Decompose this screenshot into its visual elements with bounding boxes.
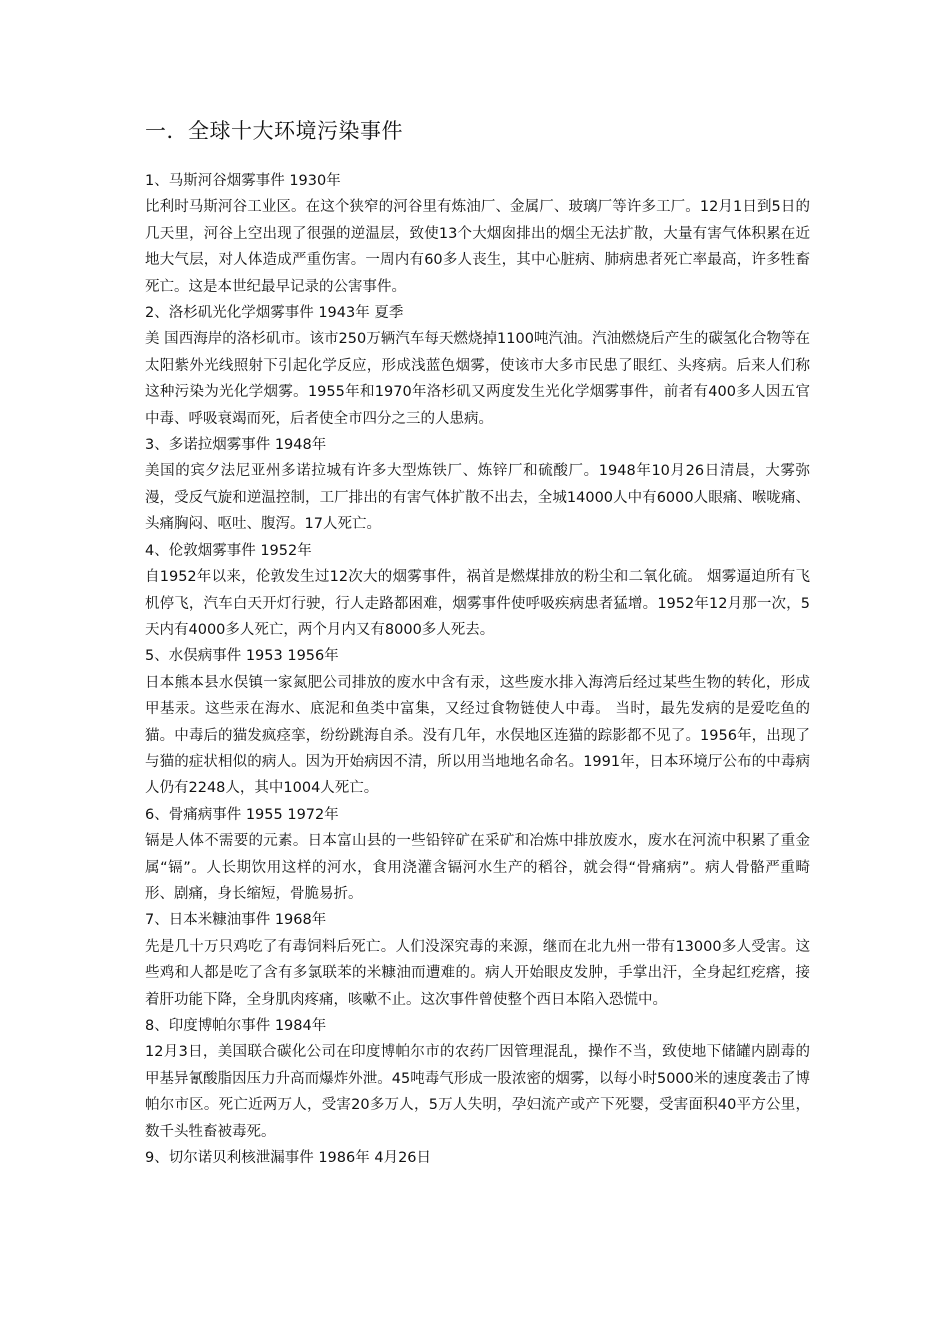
event-heading: 8、印度博帕尔事件 1984年 [145, 1018, 327, 1034]
event-section-8 [145, 1013, 810, 1145]
event-body: 先是几十万只鸡吃了有毒饲料后死亡。人们没深究毒的来源，继而在北九州一带有13000多人受害。这些鸡和人都是吃了含有多氯联苯的米糠油而遭难的。病人开始眼皮发肿，手掌出汗，全身起红疙瘩，接着肝功能下降，全身肌肉疼痛，咳嗽不止。这次事件曾使整个西日本陷入恐慌中。 [145, 938, 810, 1008]
event-section-7 [145, 907, 810, 1013]
event-section-2 [145, 300, 810, 432]
event-body: 日本熊本县水俣镇一家氮肥公司排放的废水中含有汞，这些废水排入海湾后经过某些生物的转化，形成甲基汞。这些汞在海水、底泥和鱼类中富集，又经过食物链使人中毒。 当时，最先发病的是爱吃鱼的猫。中毒后的猫发疯痉挛，纷纷跳海自杀。没有几年，水俣地区连猫的踪影都不见了。1956年，出现了与猫的症状相似的病人。因为开始病因不清，所以用当地地名命名。1991年，日本环境厅公布的中毒病人仍有2248人，其中1004人死亡。 [145, 674, 810, 797]
event-body: 比利时马斯河谷工业区。在这个狭窄的河谷里有炼油厂、金属厂、玻璃厂等许多工厂。12月1日到5日的几天里，河谷上空出现了很强的逆温层，致使13个大烟囱排出的烟尘无法扩散，大量有害气体积累在近地大气层，对人体造成严重伤害。一周内有60多人丧生，其中心脏病、肺病患者死亡率最高，许多牲畜死亡。这是本世纪最早记录的公害事件。 [145, 199, 810, 295]
event-heading: 6、骨痛病事件 1955 1972年 [145, 806, 339, 823]
event-heading: 4、伦敦烟雾事件 1952年 [145, 542, 312, 559]
event-heading: 5、水俣病事件 1953 1956年 [145, 648, 339, 665]
event-body: 镉是人体不需要的元素。日本富山县的一些铅锌矿在采矿和冶炼中排放废水，废水在河流中积累了重金属“镉”。人长期饮用这样的河水，食用浇灌含镉河水生产的稻谷，就会得“骨痛病”。病人骨骼严重畸形、剧痛，身长缩短，骨脆易折。 [145, 833, 810, 902]
event-section-5 [145, 643, 810, 801]
event-heading: 1、马斯河谷烟雾事件 1930年 [145, 173, 341, 189]
event-section-6 [145, 802, 810, 908]
event-heading: 2、洛杉矶光化学烟雾事件 1943年 夏季 [145, 305, 404, 322]
event-body: 自1952年以来，伦敦发生过12次大的烟雾事件，祸首是燃煤排放的粉尘和二氧化硫。 烟雾逼迫所有飞机停飞，汽车白天开灯行驶，行人走路都困难，烟雾事件使呼吸疾病患者猛增。1952年12月那一次，5天内有4000多人死亡，两个月内又有8000多人死去。 [145, 569, 810, 638]
document-title: 一．全球十大环境污染事件 [145, 119, 403, 143]
document-page [145, 116, 810, 1171]
event-body: 美 国西海岸的洛杉矶市。该市250万辆汽车每天燃烧掉1100吨汽油。汽油燃烧后产生的碳氢化合物等在太阳紫外光线照射下引起化学反应，形成浅蓝色烟雾，使该市大多市民患了眼红、头疼病。后来人们称这种污染为光化学烟雾。1955年和1970年洛杉矶又两度发生光化学烟雾事件，前者有400多人因五官中毒、呼吸衰竭而死，后者使全市四分之三的人患病。 [145, 331, 810, 427]
event-heading: 7、日本米糠油事件 1968年 [145, 912, 327, 929]
event-section-3 [145, 432, 810, 538]
event-body: 12月3日，美国联合碳化公司在印度博帕尔市的农药厂因管理混乱，操作不当，致使地下储罐内剧毒的甲基异氰酸脂因压力升高而爆炸外泄。45吨毒气形成一股浓密的烟雾，以每小时5000米的速度袭击了博帕尔市区。死亡近两万人，受害20多万人，5万人失明，孕妇流产或产下死婴，受害面积40平方公里，数千头牲畜被毒死。 [145, 1044, 810, 1140]
event-heading: 9、切尔诺贝利核泄漏事件 1986年 4月26日 [145, 1150, 432, 1167]
event-body: 美国的宾夕法尼亚州多诺拉城有许多大型炼铁厂、炼锌厂和硫酸厂。1948年10月26日清晨，大雾弥漫，受反气旋和逆温控制，工厂排出的有害气体扩散不出去，全城14000人中有6000人眼痛、喉咙痛、头痛胸闷、呕吐、腹泻。17人死亡。 [145, 463, 810, 533]
event-section-4 [145, 538, 810, 644]
event-heading: 3、多诺拉烟雾事件 1948年 [145, 437, 327, 454]
event-section-9 [145, 1145, 810, 1171]
event-section-1 [145, 168, 810, 300]
